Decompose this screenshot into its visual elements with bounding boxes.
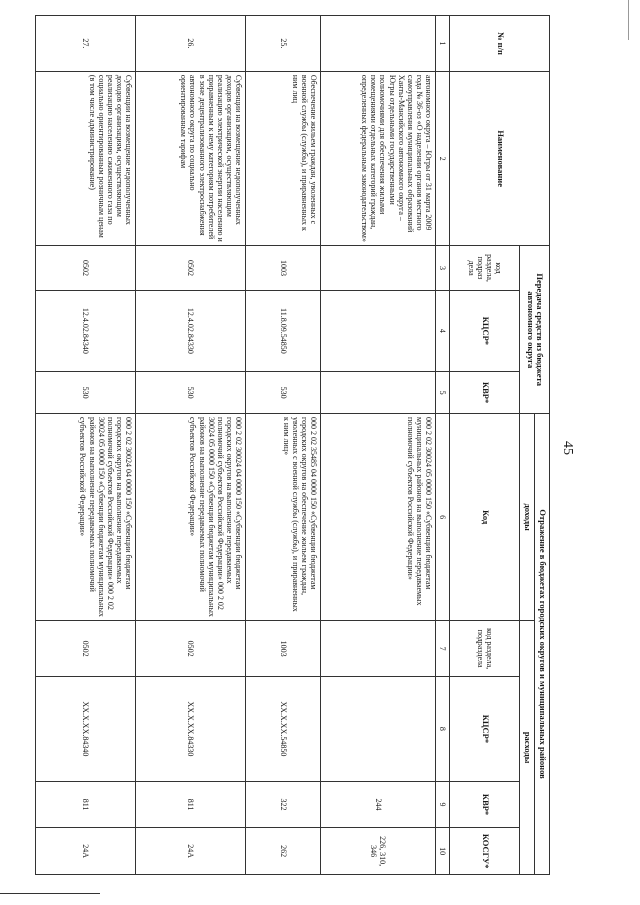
budget-table — [35, 15, 550, 875]
row-kvr2: 811 — [136, 781, 246, 828]
table-row — [246, 16, 321, 875]
row-kod: 000 2 02 30024 05 0000 150 «Субвенции бюджетам муниципальных районов на выполнение передаваемых полномочий субъектов Российской Федерации» — [321, 414, 436, 621]
row-kod: 000 2 02 35485 04 0000 150 «Субвенции бюджетам городских округов на обеспечение жильем граждан, уволенных с военной службы (службы), и приравненных к ним лиц» — [246, 414, 321, 621]
row-razdel: 1003 — [246, 246, 321, 290]
row-razdel2: 0502 — [36, 621, 136, 677]
row-name: Субвенции на возмещение недополученных доходов организациям, осуществляющим реализацию электрической энергии населению и приравненным к нему категориям потребителей в зоне децентрализованного электроснабжения автономного округа по социально ориентированным тарифам — [136, 71, 246, 246]
colnum: 2 — [436, 71, 450, 246]
row-kvr: 530 — [246, 372, 321, 414]
row-kosgu: 262 — [246, 828, 321, 875]
row-razdel2: 1003 — [246, 621, 321, 677]
colnum: 1 — [436, 16, 450, 72]
header-kcsr2: КЦСР* — [450, 677, 520, 782]
page-number: 45 — [560, 441, 575, 455]
colnum: 3 — [436, 246, 450, 290]
table-row — [321, 16, 436, 875]
colnum: 7 — [436, 621, 450, 677]
row-no: 27. — [36, 16, 136, 72]
row-name: Обеспечение жильем граждан, уволенных с военной службы (службы), и приравненных к ним лиц — [246, 71, 321, 246]
row-kvr — [321, 372, 436, 414]
colnum: 10 — [436, 828, 450, 875]
header-income: доходы — [520, 414, 535, 621]
colnum: 9 — [436, 781, 450, 828]
table-row — [36, 16, 136, 875]
row-kcsr: 12.4.02.84340 — [36, 290, 136, 371]
header-kcsr: КЦСР* — [450, 290, 520, 371]
colnum: 8 — [436, 677, 450, 782]
colnum: 6 — [436, 414, 450, 621]
header-name: Наименование — [450, 71, 550, 246]
header-razdel: код раздела, подраз дела — [450, 246, 520, 290]
row-razdel: 0502 — [136, 246, 246, 290]
header-kvr2: КВР* — [450, 781, 520, 828]
header-kvr: КВР* — [450, 372, 520, 414]
rotated-table-wrapper — [0, 15, 550, 875]
row-razdel2 — [321, 621, 436, 677]
row-kosgu: 24А — [136, 828, 246, 875]
row-kosgu: 226, 310, 346 — [321, 828, 436, 875]
row-kosgu: 24А — [36, 828, 136, 875]
header-expense: расходы — [520, 621, 535, 875]
row-kvr2: 322 — [246, 781, 321, 828]
row-kcsr2: XX.X.XX.54850 — [246, 677, 321, 782]
row-razdel — [321, 246, 436, 290]
scan-bottom-line — [0, 893, 100, 894]
row-kcsr: 11.8.09.54850 — [246, 290, 321, 371]
row-name: автономного округа – Югры от 31 марта 2009 года № 36-оз «О наделении органов местного самоуправления муниципальных образований Ханты-Мансийского автономного округа – Югры отдельными государственными полномочиями для обеспечения жилыми помещениями отдельных категорий граждан, определенных федеральным законодательством» — [321, 71, 436, 246]
row-razdel2: 0502 — [136, 621, 246, 677]
row-kod: 000 2 02 30024 04 0000 150 «Субвенции бюджетам городских округов на выполнение передаваемых полномочий субъектов Российской Федерации» 000 2 02 30024 05 0000 150 «Субвенции бюджетам муниципальных районов на выполнение передаваемых полномочий субъектов Российской Федерации» — [136, 414, 246, 621]
row-kcsr2: XX.X.XX.84340 — [36, 677, 136, 782]
colnum: 5 — [436, 372, 450, 414]
row-no — [321, 16, 436, 72]
row-no: 25. — [246, 16, 321, 72]
header-kosgu: КОСГУ* — [450, 828, 520, 875]
row-kcsr — [321, 290, 436, 371]
row-kcsr2 — [321, 677, 436, 782]
colnum: 4 — [436, 290, 450, 371]
row-kvr2: 244 — [321, 781, 436, 828]
header-transfer: Передача средств из бюджета автономного округа — [520, 246, 550, 414]
scan-edge-line — [628, 0, 629, 40]
row-kcsr: 12.4.02.84330 — [136, 290, 246, 371]
header-razdel2: код раздела, подраздела — [450, 621, 520, 677]
row-kvr: 530 — [136, 372, 246, 414]
header-kod: Код — [450, 414, 520, 621]
row-kod: 000 2 02 30024 04 0000 150 «Субвенции бюджетам городских округов на выполнение передаваемых полномочий субъектов Российской Федерации» 000 2 02 30024 05 0000 150 «Субвенции бюджетам муниципальных районов на выполнение передаваемых полномочий субъектов Российской Федерации» — [36, 414, 136, 621]
row-kvr2: 811 — [36, 781, 136, 828]
row-razdel: 0502 — [36, 246, 136, 290]
row-kcsr2: XX.X.XX.84330 — [136, 677, 246, 782]
row-kvr: 530 — [36, 372, 136, 414]
row-no: 26. — [136, 16, 246, 72]
header-no: № п/п — [450, 16, 550, 72]
row-name: Субвенции на возмещение недополученных доходов организациям, осуществляющим реализацию населению сжиженного газа по социально ориентированным розничным ценам (в том числе администрирование) — [36, 71, 136, 246]
table-row — [136, 16, 246, 875]
header-reflection: Отражение в бюджетах городских округов и муниципальных районов — [535, 414, 550, 875]
